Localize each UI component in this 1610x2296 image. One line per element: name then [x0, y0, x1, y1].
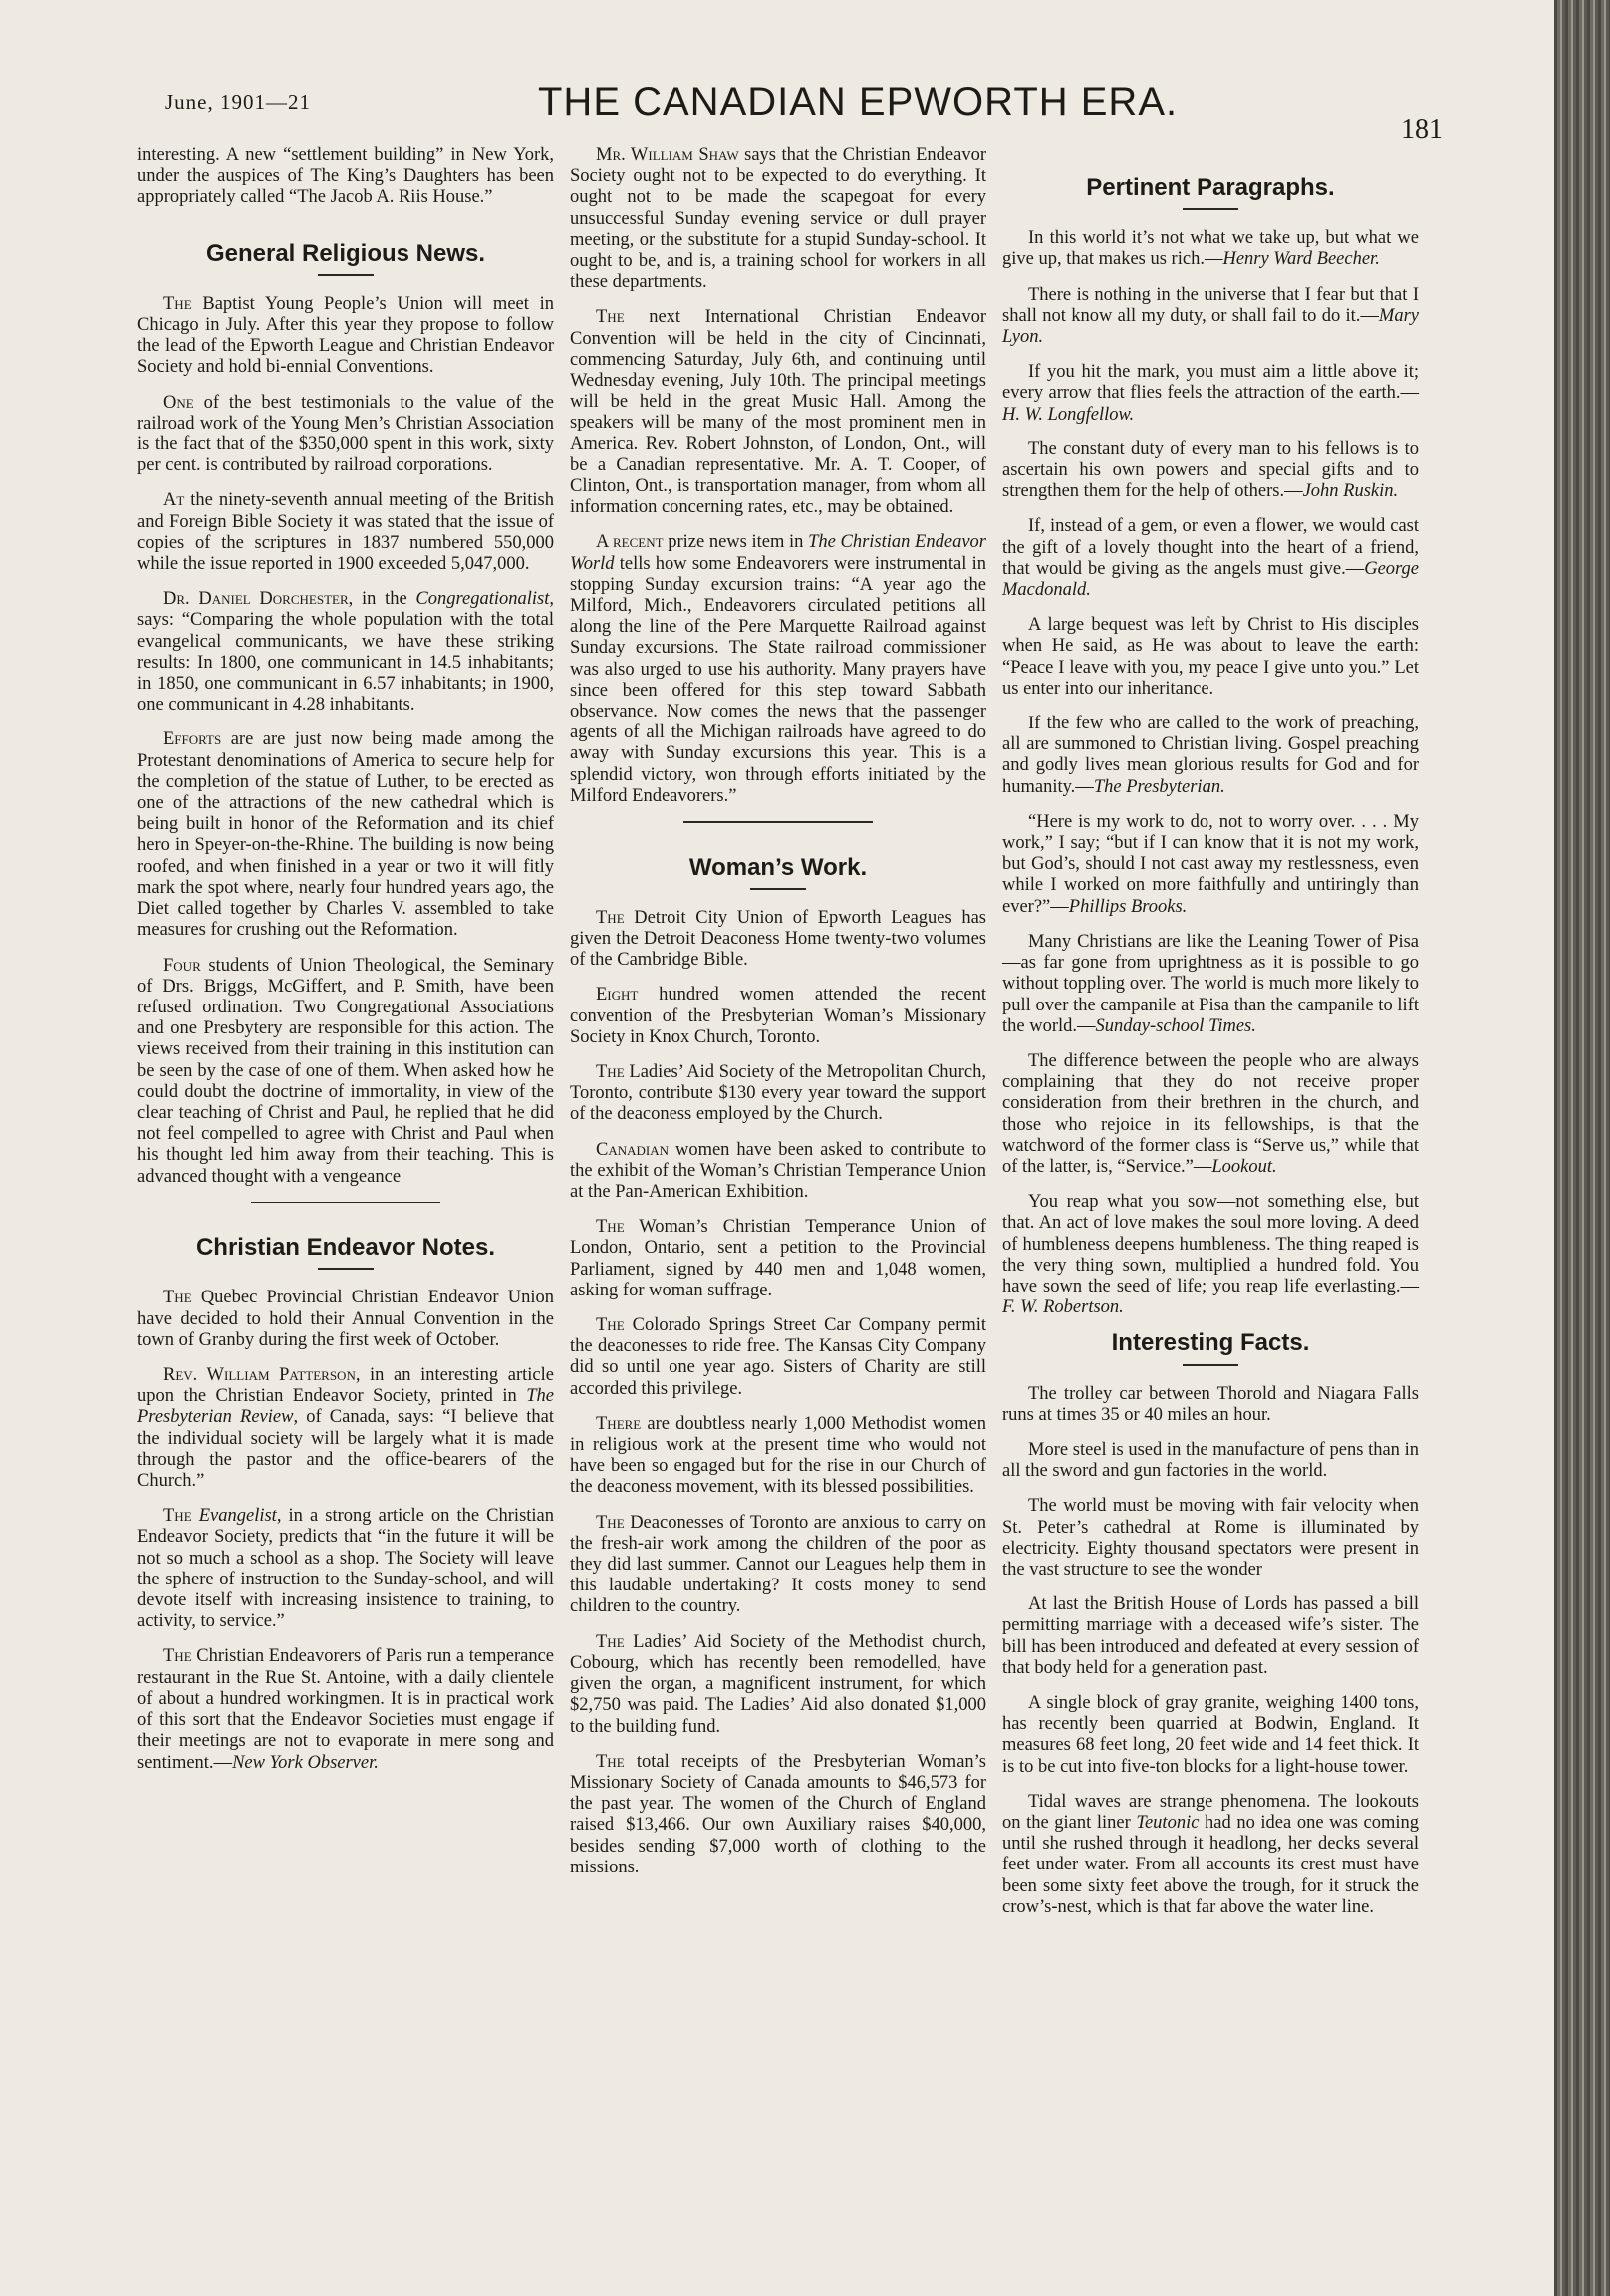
news-item: Four students of Union Theological, the Seminary of Drs. Briggs, McGiffert, and P. Smith, have been refused ordination. Two Congregational Associations and one Presbytery are responsible for this action. The views received from their training in this institution can be seen by the case of one of them. When asked how he could doubt the doctrine of immortality, in view of the clear teaching of Christ and Paul, he replied that he did not feel compelled to agree with Christ and Paul when his thought led him away from their teaching. This is advanced thought with a vengeance [137, 955, 554, 1187]
news-item: The Woman’s Christian Temperance Union of London, Ontario, sent a petition to the Provincial Parliament, signed by 440 men and 1,048 women, asking for woman suffrage. [570, 1217, 986, 1300]
section-separator [683, 821, 873, 823]
section-heading-christian-endeavor-notes: Christian Endeavor Notes. [195, 1234, 496, 1262]
news-item: The Detroit City Union of Epworth Leagues has given the Detroit Deaconess Home twenty-two volumes of the Cambridge Bible. [570, 907, 986, 971]
quotation: In this world it’s not what we take up, but what we give up, that makes us rich.—Henry Ward Beecher. [1002, 228, 1419, 270]
quotation: If, instead of a gem, or even a flower, we would cast the gift of a lovely thought into the heart of a friend, that would be giving as the angels must give.—George Macdonald. [1002, 516, 1419, 601]
quotation: A large bequest was left by Christ to His disciples when He said, as He was about to leave the earth: “Peace I leave with you, my peace I give unto you.” Let us enter into our inheritance. [1002, 615, 1419, 699]
news-item: Efforts are are just now being made among the Protestant denominations of America to secure help for the completion of the statue of Luther, to be erected as one of the attractions of the new cathedral which is being built in honor of the Reformation and its chief hero in Speyer-on-the-Rhine. The building is now being roofed, and when finished in a year or two it will fitly mark the spot where, nearly four hundred years ago, the Diet called together by Charles V. assembled to take measures for crushing out the Reformation. [137, 729, 554, 941]
heading-rule [1183, 208, 1238, 210]
issue-date: June, 1901—21 [165, 90, 311, 114]
news-item: The Baptist Young People’s Union will meet in Chicago in July. After this year they propose to follow the lead of the Epworth League and Christian Endeavor Society and hold bi-ennial Conventions. [137, 293, 554, 378]
quotation: There is nothing in the universe that I fear but that I shall not know all my duty, or shall fail to do it.—Mary Lyon. [1002, 284, 1419, 348]
news-item: The next International Christian Endeavor Convention will be held in the city of Cincinnati, commencing Saturday, July 6th, and continuing until Wednesday evening, July 10th. The principal meetings will be held in the great Music Hall. Among the speakers will be many of the most prominent men in America. Rev. Robert Johnston, of London, Ont., will be a Canadian representative. Mr. A. T. Cooper, of Clinton, Ont., is transportation manager, from whom all information concerning rates, etc., may be obtained. [570, 307, 986, 518]
news-item: The Evangelist, in a strong article on the Christian Endeavor Society, predicts that “in the future it will be not so much a school as a shop. The Society will leave the sphere of instruction to the Sunday-school, and will devote itself with increasing insistence to training, to activity, to service.” [137, 1506, 555, 1632]
fact-item: Tidal waves are strange phenomena. The lookouts on the giant liner Teutonic had no idea one was coming until she rushed through it headlong, her decks several feet under water. From all accounts its crest must have been some sixty feet above the trough, for it struck the crow’s-nest, which is that far above the water line. [1002, 1791, 1419, 1917]
fact-item: A single block of gray granite, weighing 1400 tons, has recently been quarried at Bodwin, England. It measures 68 feet long, 20 feet wide and 14 feet thick. It is to be cut into five-ton blocks for a light-house tower. [1002, 1692, 1419, 1777]
fact-item: The world must be moving with fair velocity when St. Peter’s cathedral at Rome is illuminated by electricity. Eighty thousand spectators were present in the vast structure to see the wonder [1002, 1496, 1419, 1579]
quotation: If the few who are called to the work of preaching, all are summoned to Christian living. Gospel preaching and godly lives mean glorious results for God and for humanity.—The Presbyterian. [1002, 714, 1419, 797]
news-item: There are doubtless nearly 1,000 Methodist women in religious work at the present time who would not have been so engaged but for the rise in our Church of the deaconess movement, with its blessed possibilities. [570, 1413, 986, 1498]
column-2 [570, 145, 986, 1892]
publication-title: THE CANADIAN EPWORTH ERA. [538, 80, 1179, 124]
news-item: Dr. Daniel Dorchester, in the Congregationalist, says: “Comparing the whole population with the total evangelical communicants, we have these striking results: In 1800, one communicant in 14.5 inhabitants; in 1850, one communicant in 6.57 inhabitants; in 1900, one communicant in 4.28 inhabitants. [137, 589, 554, 716]
column-3 [1002, 174, 1419, 1932]
news-item: The Christian Endeavorers of Paris run a temperance restaurant in the Rue St. Antoine, with a daily clientele of about a hundred workingmen. It is in practical work of this sort that the Endeavor Societies must engage if their meetings are not to evaporate in mere song and sentiment.—New York Observer. [137, 1646, 554, 1773]
news-item: Mr. William Shaw says that the Christian Endeavor Society ought not to be expected to do everything. It ought not to be made the scapegoat for every unsuccessful Sunday evening service or dull prayer meeting, or the substitute for a stupid Sunday-school. It ought to be, and is, a training school for workers in all these departments. [570, 145, 987, 293]
news-item: The Deaconesses of Toronto are anxious to carry on the fresh-air work among the children of the poor as they did last summer. Cannot our Leagues help them in this laudable undertaking? It costs money to send children to the country. [570, 1512, 986, 1617]
fact-item: The trolley car between Thorold and Niagara Falls runs at times 35 or 40 miles an hour. [1002, 1383, 1419, 1425]
news-item: At the ninety-seventh annual meeting of the British and Foreign Bible Society it was stated that the issue of copies of the scriptures in 1837 numbered 550,000 while the issue reported in 1900 exceeded 5,047,000. [137, 490, 554, 575]
quotation: If you hit the mark, you must aim a little above it; every arrow that flies feels the attraction of the earth.—H. W. Longfellow. [1002, 362, 1419, 425]
news-item: The Quebec Provincial Christian Endeavor Union have decided to hold their Annual Convention in the town of Granby during the first week of October. [137, 1288, 554, 1350]
quotation: The constant duty of every man to his fellows is to ascertain his own powers and special gifts and to strengthen them for the help of others.—John Ruskin. [1002, 438, 1419, 502]
news-item: The Ladies’ Aid Society of the Metropolitan Church, Toronto, contribute $130 every year toward the support of the deaconess employed by the Church. [570, 1062, 986, 1125]
quotation: The difference between the people who are always complaining that they do not receive proper consideration from their brethren in the church, and those who rejoice in its fellowships, is that the watchword of the former class is “Serve us,” while that of the latter, is, “Service.”—Lookout. [1002, 1050, 1419, 1177]
quotation: You reap what you sow—not something else, but that. An act of love makes the soul more loving. A deed of humbleness deepens humbleness. The thing reaped is the very thing sown, multiplied a hundred fold. You have sown the seed of life; you reap life everlasting.—F. W. Robertson. [1002, 1192, 1419, 1318]
news-item: The total receipts of the Presbyterian Woman’s Missionary Society of Canada amounts to $46,573 for the past year. The women of the Church of England raised $13,466. Our own Auxiliary raises $40,000, besides sending $7,000 worth of clothing to the missions. [570, 1751, 986, 1877]
fact-item: At last the British House of Lords has passed a bill permitting marriage with a deceased wife’s sister. The bill has been introduced and defeated at every session of that body held for a generation past. [1002, 1594, 1419, 1678]
quotation: Many Christians are like the Leaning Tower of Pisa—as far gone from uprightness as it is possible to go without toppling over. The world is much more likely to pull over the campanile at Pisa than the campanile to lift the world.—Sunday-school Times. [1002, 931, 1419, 1036]
column-1 [137, 145, 554, 1788]
quotation: “Here is my work to do, not to worry over. . . . My work,” I say; “but if I can know that it is not my work, but God’s, should I not cast away my restlessness, even while I worked on more faithfully and untiringly than ever?”—Phillips Brooks. [1002, 811, 1419, 917]
intro-paragraph: interesting. A new “settlement building” in New York, under the auspices of The King’s Daughters has been appropriately called “The Jacob A. Riis House.” [137, 145, 554, 208]
heading-rule [750, 888, 806, 890]
news-item: The Ladies’ Aid Society of the Methodist church, Cobourg, which has recently been remodelled, have given the organ, a magnificent instrument, for which $2,750 was paid. The Ladies’ Aid also donated $1,000 to the building fund. [570, 1631, 986, 1737]
news-item: The Colorado Springs Street Car Company permit the deaconesses to ride free. The Kansas City Company did so until one year ago. Sisters of Charity are still accorded this privilege. [570, 1315, 986, 1399]
heading-rule [318, 274, 374, 276]
section-heading-womans-work: Woman’s Work. [688, 853, 868, 881]
section-heading-pertinent-paragraphs: Pertinent Paragraphs. [1086, 174, 1335, 201]
news-item: A recent prize news item in The Christian Endeavor World tells how some Endeavorers were instrumental in stopping Sunday excursion trains: “A year ago the Milford, Mich., Endeavorers circulated petitions all along the line of the Pere Marquette Railroad against Sunday excursions. The State railroad commissioner was also urged to use his authority. Many prayers have since been offered for this step toward Sabbath observance. Now comes the news that the passenger agents of all the Michigan railroads have agreed to do away with Sunday excursions this year. This is a splendid victory, won through efforts initiated by the Milford Endeavorers.” [570, 532, 986, 806]
news-item: Canadian women have been asked to contribute to the exhibit of the Woman’s Christian Temperance Union at the Pan-American Exhibition. [570, 1139, 986, 1203]
heading-rule [1183, 1364, 1238, 1366]
section-heading-interesting-facts: Interesting Facts. [1111, 1329, 1310, 1357]
fact-item: More steel is used in the manufacture of pens than in all the sword and gun factories in the world. [1002, 1439, 1419, 1482]
page-number: 181 [1401, 114, 1443, 144]
news-item: Eight hundred women attended the recent convention of the Presbyterian Woman’s Missionary Society in Knox Church, Toronto. [570, 985, 986, 1047]
book-spine-edge [1554, 0, 1610, 2296]
section-heading-general-religious-news: General Religious News. [205, 239, 486, 267]
heading-rule [318, 1268, 374, 1270]
section-separator [251, 1202, 440, 1204]
news-item: Rev. William Patterson, in an interesting article upon the Christian Endeavor Society, printed in The Presbyterian Review, of Canada, says: “I believe that the individual society will be largely what it is made through the pastor and the office-bearers of the Church.” [137, 1365, 554, 1492]
news-item: One of the best testimonials to the value of the railroad work of the Young Men’s Christian Association is the fact that of the $350,000 spent in this work, sixty per cent. is contributed by railroad corporations. [137, 392, 554, 476]
